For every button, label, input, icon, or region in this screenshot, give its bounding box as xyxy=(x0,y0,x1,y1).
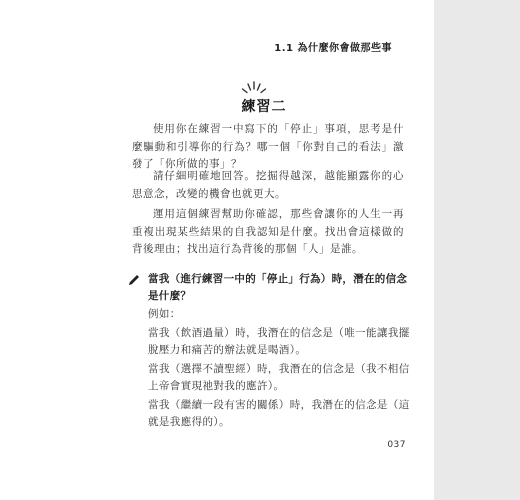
prompt-question: 當我（進行練習一中的「停止」行為）時，潛在的信念是什麼？ xyxy=(148,273,408,302)
body-paragraph-3 xyxy=(132,206,404,264)
examples-list xyxy=(148,306,410,433)
example-item: 當我（飲酒過量）時，我潛在的信念是（唯一能讓我擺脫壓力和痛苦的辦法就是喝酒）。 xyxy=(148,327,410,356)
page-number: 037 xyxy=(387,440,406,450)
running-header: 1.1 為什麼你會做那些事 xyxy=(274,43,392,54)
page-edge-strip xyxy=(434,0,520,500)
paragraph-text: 使用你在練習一中寫下的「停止」事項，思考是什麼驅動和引導你的行為？哪一個「你對自己的看法」激發了「你所做的事」？ xyxy=(132,123,404,170)
pencil-icon xyxy=(128,274,140,286)
exercise-prompt xyxy=(128,271,408,305)
examples-intro: 例如： xyxy=(148,308,181,320)
paragraph-text: 請仔細明確地回答。挖掘得越深，越能顯露你的心思意念，改變的機會也就更大。 xyxy=(132,170,404,200)
example-item: 當我（繼續一段有害的關係）時，我潛在的信念是（這就是我應得的）。 xyxy=(148,399,410,428)
paragraph-text: 運用這個練習幫助你確認，那些會讓你的人生一再重複出現某些結果的自我認知是什麼。找出會這樣做的背後理由；找出這行為背後的那個「人」是誰。 xyxy=(132,208,404,255)
sunburst-ornament-icon xyxy=(239,80,269,96)
example-item: 當我（選擇不讀聖經）時，我潛在的信念是（我不相信上帝會實現祂對我的應許）。 xyxy=(148,363,410,392)
body-paragraph-2 xyxy=(132,168,404,208)
section-title: 練習二 xyxy=(241,99,287,115)
